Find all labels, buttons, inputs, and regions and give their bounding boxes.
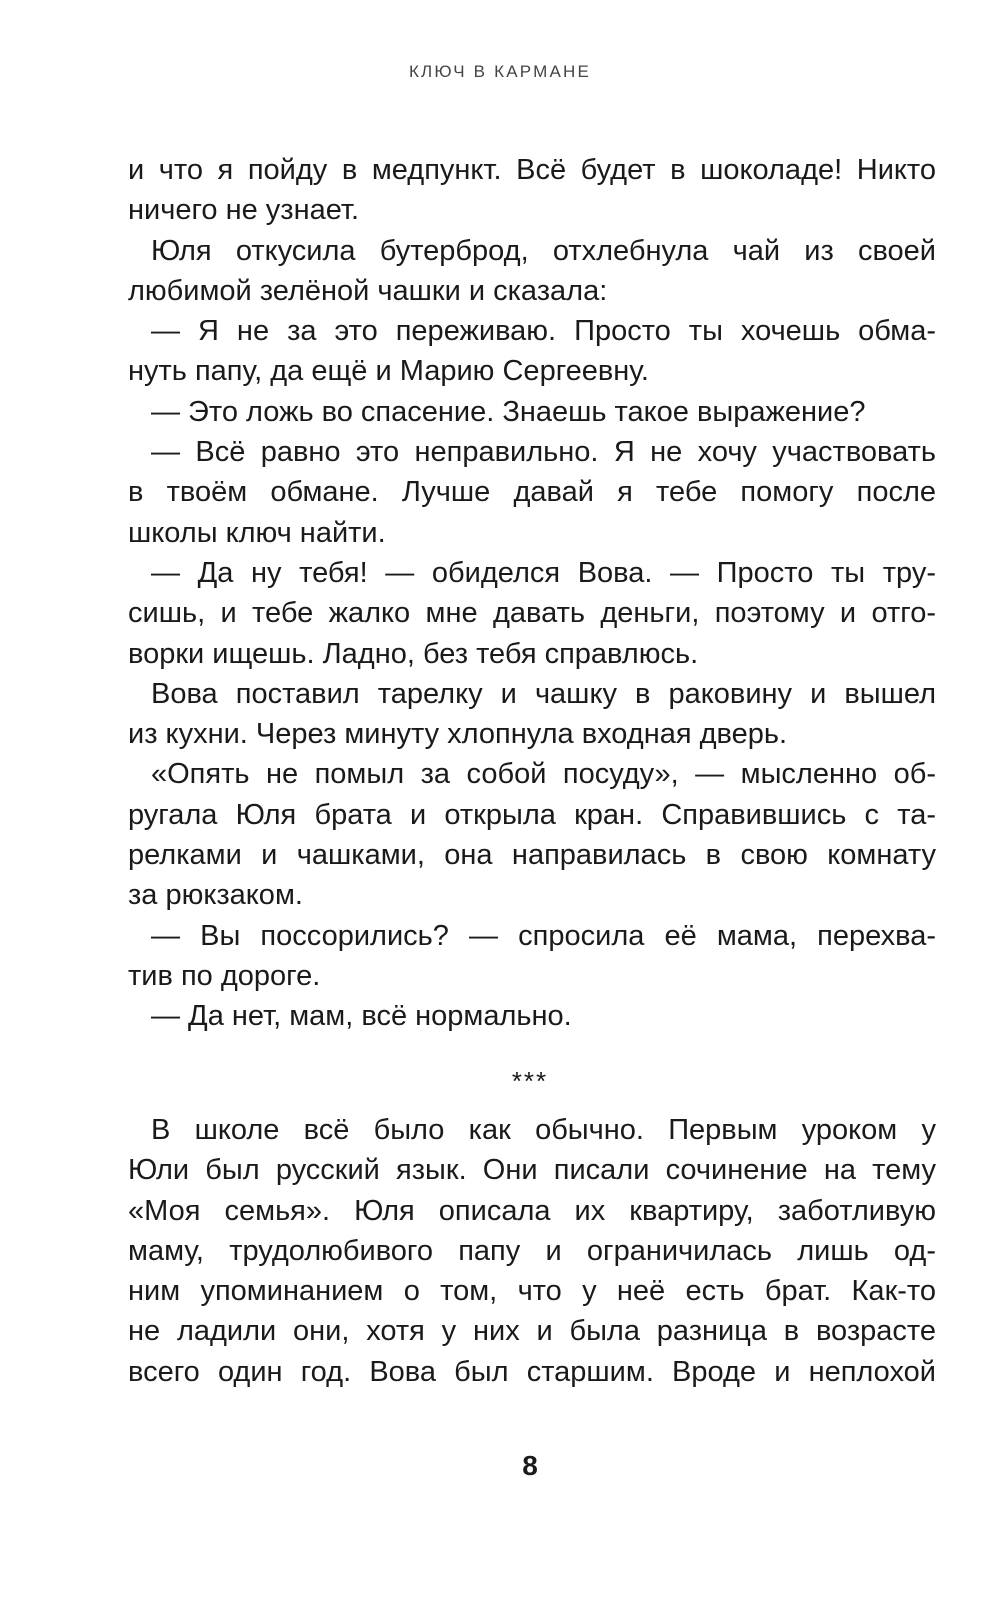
text-line: ничего не узнает. (128, 194, 360, 227)
text-line: маму, трудолюбивого папу и ограничилась лишь од- (128, 1234, 936, 1267)
text-line: Юля откусила бутерброд, отхлебнула чай из своей (151, 234, 936, 267)
text-line: Вова поставил тарелку и чашку в раковину и вышел (151, 677, 936, 710)
text-line: «Моя семья». Юля описала их квартиру, заботливую (128, 1194, 936, 1227)
text-line: ругала Юля брата и открыла кран. Справившись с та- (128, 798, 936, 831)
text-line: не ладили они, хотя у них и была разница в возрасте (128, 1315, 936, 1348)
text-line: — Да нет, мам, всё нормально. (151, 1000, 572, 1033)
text-line: сишь, и тебе жалко мне давать деньги, поэтому и отго- (128, 597, 936, 630)
text-line: Юли был русский язык. Они писали сочинение на тему (128, 1154, 936, 1187)
running-head: КЛЮЧ В КАРМАНЕ (408, 62, 592, 81)
text-line: тив по дороге. (128, 959, 321, 992)
text-line: из кухни. Через минуту хлопнула входная дверь. (128, 718, 788, 751)
text-line: — Это ложь во спасение. Знаешь такое выражение? (151, 395, 866, 428)
text-line: и что я пойду в медпункт. Всё будет в шоколаде! Никто (128, 154, 936, 186)
text-line: — Да ну тебя! — обиделся Вова. — Просто ты тру- (151, 556, 936, 589)
text-line: за рюкзаком. (128, 879, 303, 912)
text-line: релками и чашками, она направилась в свою комнату (128, 839, 936, 872)
text-block-continuation (128, 1110, 936, 1392)
text-line: ворки ищешь. Ладно, без тебя справлюсь. (128, 637, 699, 670)
text-line: в твоём обмане. Лучше давай я тебе помогу после (128, 476, 936, 509)
section-separator: *** (511, 1066, 549, 1096)
text-line: любимой зелёной чашки и сказала: (128, 274, 608, 307)
text-line: — Я не за это переживаю. Просто ты хочешь обма- (151, 315, 936, 348)
text-line: ним упоминанием о том, что у неё есть брат. Как-то (128, 1275, 936, 1308)
text-block-main (128, 150, 936, 1037)
text-line: «Опять не помыл за собой посуду», — мысленно об- (151, 758, 936, 791)
text-line: школы ключ найти. (128, 516, 386, 549)
text-line: нуть папу, да ещё и Марию Сергеевну. (128, 355, 649, 388)
text-line: В школе всё было как обычно. Первым уроком у (151, 1114, 936, 1146)
text-line: — Вы поссорились? — спросила её мама, перехва- (151, 919, 936, 952)
text-line: — Всё равно это неправильно. Я не хочу участвовать (151, 436, 936, 469)
page-number: 8 (522, 1450, 538, 1481)
text-line: всего один год. Вова был старшим. Вроде и неплохой (128, 1355, 936, 1388)
